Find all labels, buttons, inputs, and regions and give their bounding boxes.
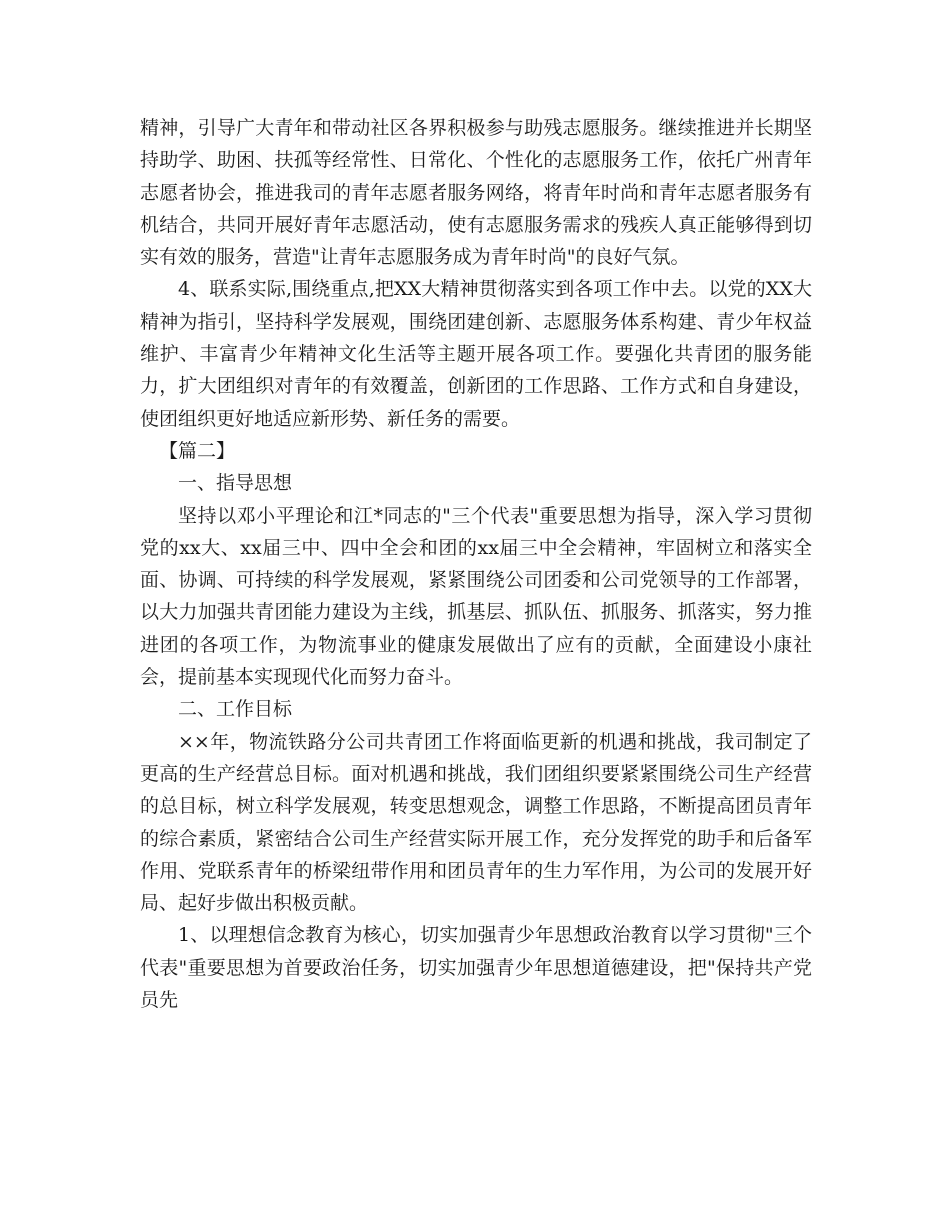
paragraph-item-1: 1、以理想信念教育为核心，切实加强青少年思想政治教育以学习贯彻"三个代表"重要思想为首要政治任务，切实加强青少年思想道德建设，把"保持共产党员先 bbox=[140, 924, 812, 1012]
paragraph-continuation: 精神，引导广大青年和带动社区各界积极参与助残志愿服务。继续推进并长期坚持助学、助困、扶孤等经常性、日常化、个性化的志愿服务工作，依托广州青年志愿者协会，推进我司的青年志愿者服务网络，将青年时尚和青年志愿者服务有机结合，共同开展好青年志愿活动，使有志愿服务需求的残疾人真正能够得到切实有效的服务，营造"让青年志愿服务成为青年时尚"的良好气氛。 bbox=[140, 117, 812, 269]
paragraph-guiding-ideology: 坚持以邓小平理论和江*同志的"三个代表"重要思想为指导，深入学习贯彻党的xx大、xx届三中、四中全会和团的xx届三中全会精神，牢固树立和落实全面、协调、可持续的科学发展观，紧紧围绕公司团委和公司党领导的工作部署，以大力加强共青团能力建设为主线，抓基层、抓队伍、抓服务、抓落实，努力推进团的各项工作，为物流事业的健康发展做出了应有的贡献，全面建设小康社会，提前基本实现现代化而努力奋斗。 bbox=[140, 504, 812, 689]
section-title-part-two: 【篇二】 bbox=[159, 439, 236, 462]
paragraph-work-goals: ××年，物流铁路分公司共青团工作将面临更新的机遇和挑战，我司制定了更高的生产经营总目标。面对机遇和挑战，我们团组织要紧紧围绕公司生产经营的总目标，树立科学发展观，转变思想观念，调整工作思路，不断提高团员青年的综合素质，紧密结合公司生产经营实际开展工作，充分发挥党的助手和后备军作用、党联系青年的桥梁纽带作用和团员青年的生力军作用，为公司的发展开好局、起好步做出积极贡献。 bbox=[140, 730, 812, 915]
heading-work-goals: 二、工作目标 bbox=[178, 698, 293, 721]
document-body bbox=[140, 112, 812, 1016]
paragraph-item-4: 4、联系实际,围绕重点,把XX大精神贯彻落实到各项工作中去。以党的XX大精神为指引，坚持科学发展观，围绕团建创新、志愿服务体系构建、青少年权益维护、丰富青少年精神文化生活等主题开展各项工作。要强化共青团的服务能力，扩大团组织对青年的有效覆盖，创新团的工作思路、工作方式和自身建设，使团组织更好地适应新形势、新任务的需要。 bbox=[140, 278, 812, 430]
heading-guiding-ideology: 一、指导思想 bbox=[178, 472, 293, 495]
